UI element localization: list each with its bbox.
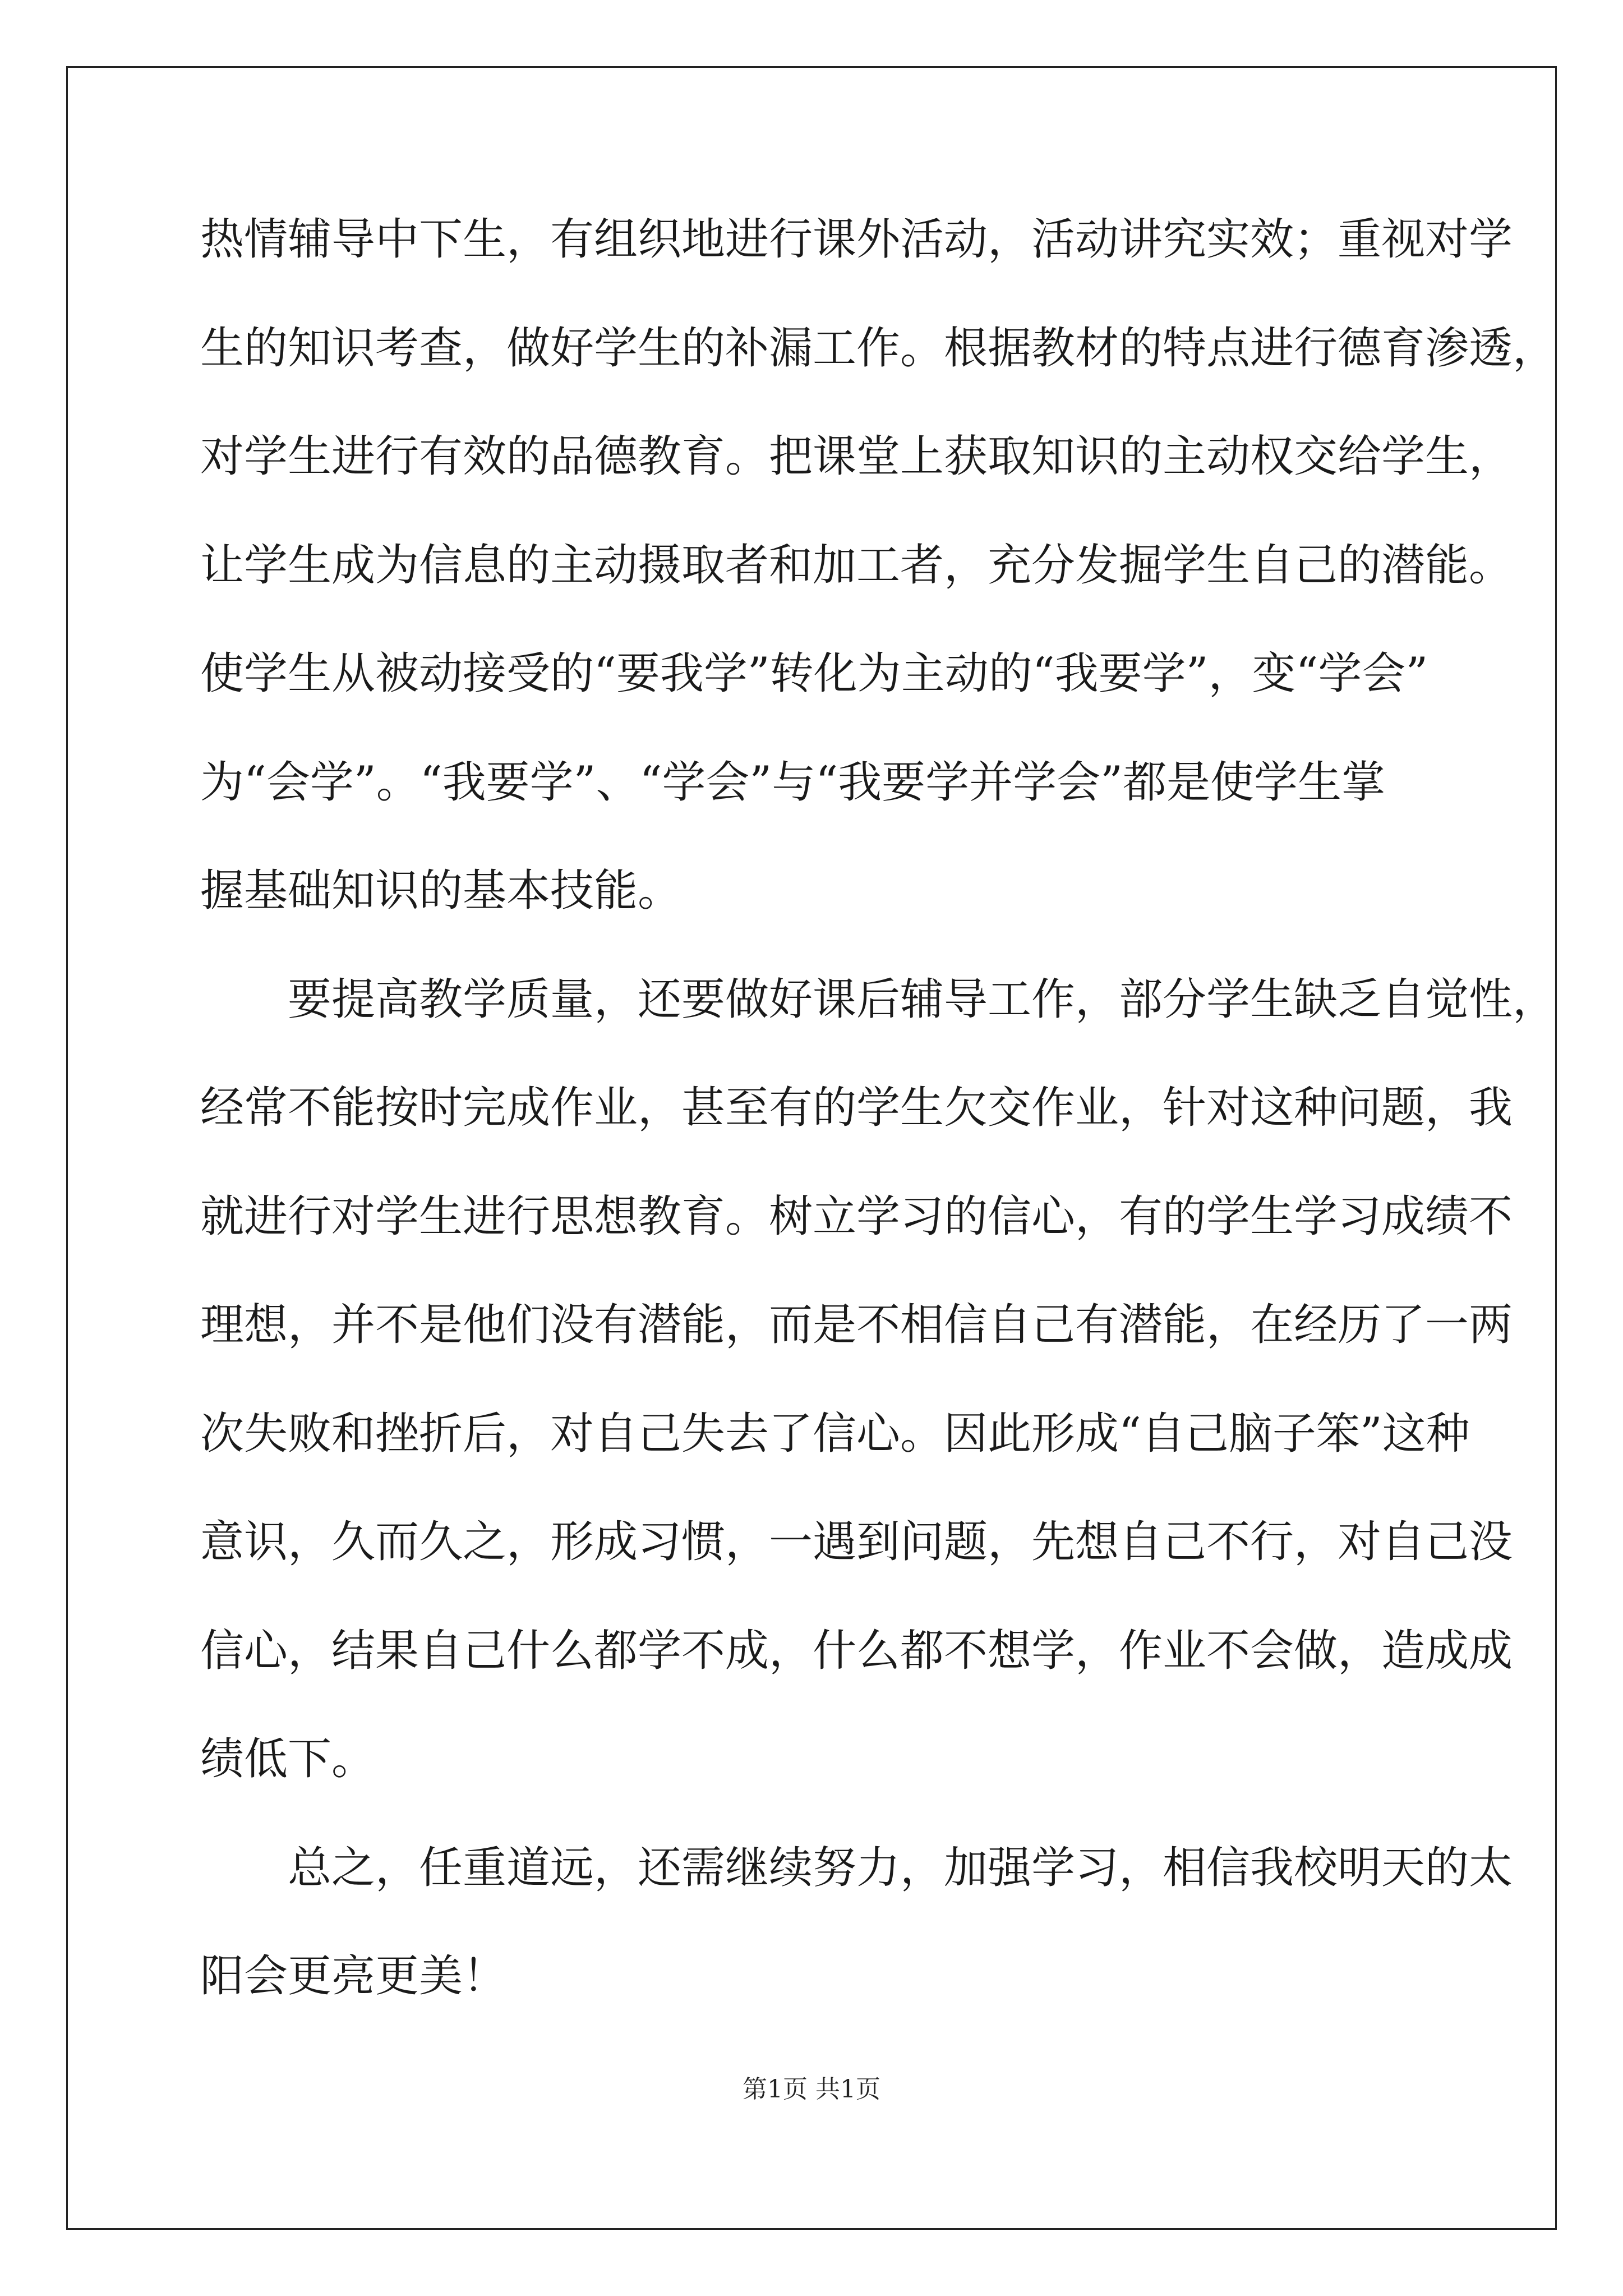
paragraph-2-line-2: 经常不能按时完成作业，甚至有的学生欠交作业，针对这种问题，我 — [200, 1083, 1513, 1133]
paragraph-2-line-1: 要提高教学质量，还要做好课后辅导工作，部分学生缺乏自觉性， — [200, 974, 1557, 1025]
paragraph-1-line-1: 热情辅导中下生，有组织地进行课外活动，活动讲究实效；重视对学 — [200, 214, 1513, 265]
paragraph-3-line-2: 阳会更亮更美！ — [200, 1951, 507, 2001]
document-body — [200, 209, 1557, 2054]
paragraph-1-line-4: 让学生成为信息的主动摄取者和加工者，充分发掘学生自己的潜能。 — [200, 540, 1513, 591]
paragraph-2-line-4: 理想，并不是他们没有潜能，而是不相信自己有潜能，在经历了一两 — [200, 1300, 1513, 1350]
paragraph-1-line-6: 为“会学”。“我要学”、“学会”与“我要学并学会”都是使学生掌 — [200, 757, 1386, 808]
paragraph-2-line-8: 绩低下。 — [200, 1734, 376, 1784]
page-number-footer: 第1页 共1页 — [743, 2075, 880, 2104]
paragraph-1-line-3: 对学生进行有效的品德教育。把课堂上获取知识的主动权交给学生， — [200, 431, 1513, 482]
paragraph-2-line-7: 信心，结果自己什么都学不成，什么都不想学，作业不会做，造成成 — [200, 1625, 1513, 1676]
paragraph-2-line-6: 意识，久而久之，形成习惯，一遇到问题，先想自己不行，对自己没 — [200, 1517, 1513, 1567]
paragraph-2-line-5: 次失败和挫折后，对自己失去了信心。因此形成“自己脑子笨”这种 — [200, 1408, 1470, 1459]
paragraph-2-line-3: 就进行对学生进行思想教育。树立学习的信心，有的学生学习成绩不 — [200, 1191, 1513, 1242]
paragraph-1-line-2: 生的知识考查，做好学生的补漏工作。根据教材的特点进行德育渗透， — [200, 323, 1557, 374]
paragraph-1-line-7: 握基础知识的基本技能。 — [200, 866, 682, 916]
paragraph-3-line-1: 总之，任重道远，还需继续努力，加强学习，相信我校明天的太 — [200, 1842, 1513, 1893]
paragraph-1-line-5: 使学生从被动接受的“要我学”转化为主动的“我要学”，变“学会” — [200, 648, 1428, 699]
